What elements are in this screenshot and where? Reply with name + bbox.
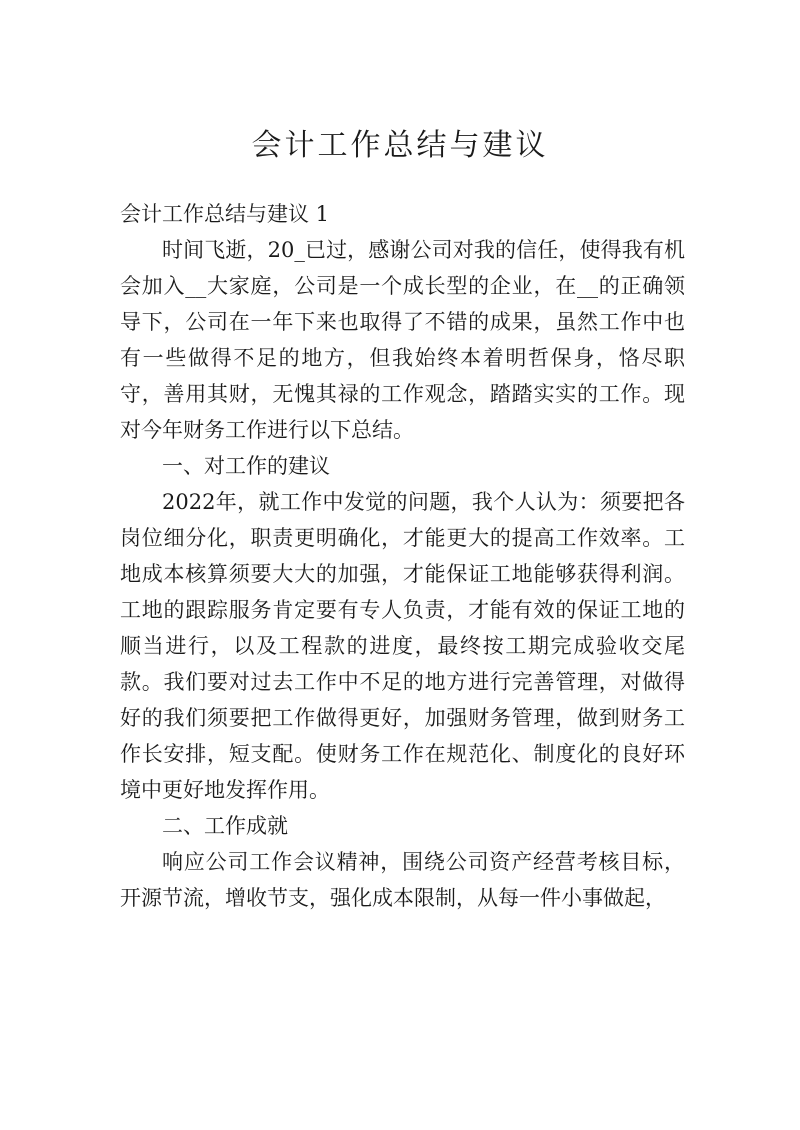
paragraph-achievements: 响应公司工作会议精神，围绕公司资产经营考核目标，开源节流，增收节支，强化成本限制，从每一件小事做起， [120,850,685,910]
section-heading-suggestions: 一、对工作的建议 [162,454,330,478]
paragraph-intro: 时间飞逝，20_已过，感谢公司对我的信任，使得我有机会加入__大家庭，公司是一个成长型的企业，在__的正确领导下，公司在一年下来也取得了不错的成果，虽然工作中也有一些做得不足的地方，但我始终本着明哲保身，恪尽职守，善用其财，无愧其禄的工作观念，踏踏实实的工作。现对今年财务工作进行以下总结。 [120,238,685,442]
document-title: 会计工作总结与建议 [251,128,549,163]
document-body [120,196,685,916]
document-subtitle: 会计工作总结与建议 1 [120,202,330,226]
paragraph-suggestions: 2022年，就工作中发觉的问题，我个人认为：须要把各岗位细分化，职责更明确化，才能更大的提高工作效率。工地成本核算须要大大的加强，才能保证工地能够获得利润。工地的跟踪服务肯定要有专人负责，才能有效的保证工地的顺当进行，以及工程款的进度，最终按工期完成验收交尾款。我们要对过去工作中不足的地方进行完善管理，对做得好的我们须要把工作做得更好，加强财务管理，做到财务工作长安排，短支配。使财务工作在规范化、制度化的良好环境中更好地发挥作用。 [120,490,685,802]
section-heading-achievements: 二、工作成就 [162,814,288,838]
